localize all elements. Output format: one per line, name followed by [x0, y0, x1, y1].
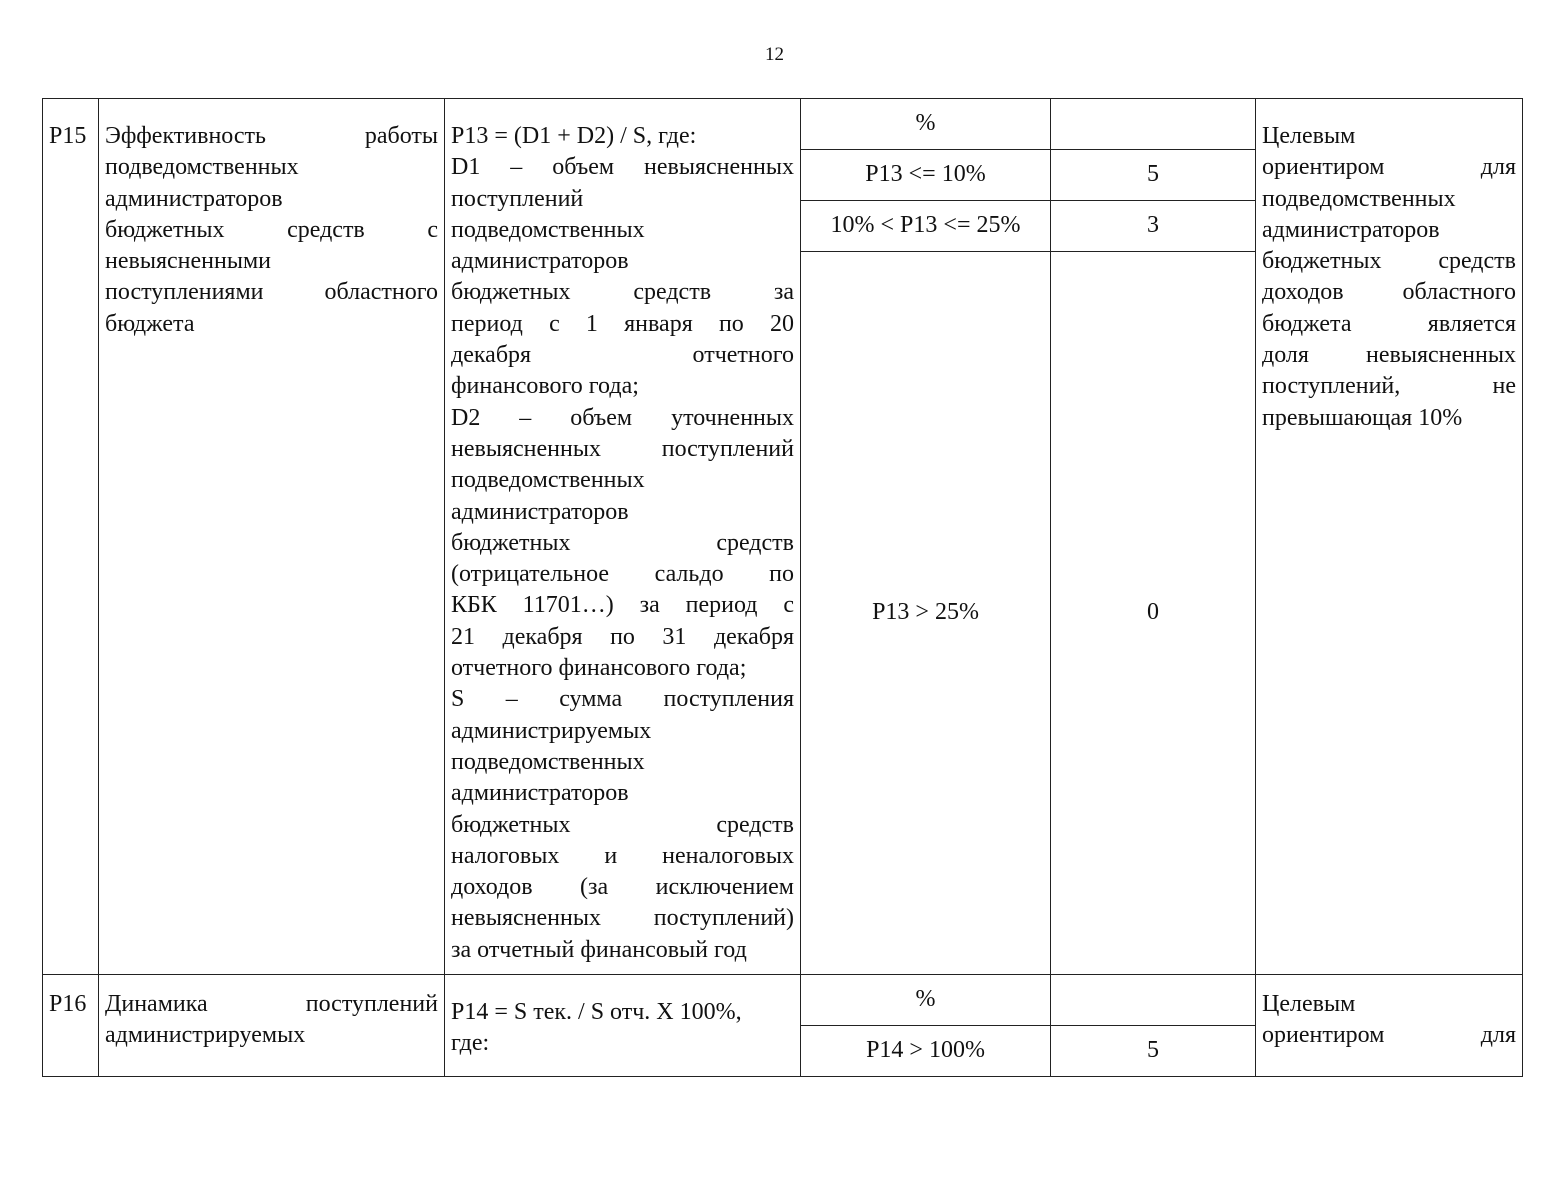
formula-line: поступлений — [451, 185, 584, 212]
formula-line: администрируемых — [451, 717, 652, 744]
formula-line: подведомственных — [451, 467, 645, 494]
formula-line: администраторов — [451, 248, 629, 275]
note-line: Целевым — [1262, 991, 1356, 1017]
note-line: доходов областного — [1262, 279, 1516, 306]
name-line: администрируемых — [105, 1022, 306, 1049]
formula-line: КБК 11701…) за период с — [451, 592, 794, 619]
condition-cell: P13 <= 10% — [801, 150, 1051, 201]
name-line: администраторов — [105, 185, 283, 212]
condition-cell: P13 > 25% — [801, 252, 1051, 975]
formula-line: D1 – объем невыясненных — [451, 154, 794, 181]
score-cell: 5 — [1051, 150, 1256, 201]
formula-line: подведомственных — [451, 216, 645, 243]
condition-cell: 10% < P13 <= 25% — [801, 201, 1051, 252]
formula-line: налоговых и неналоговых — [451, 842, 794, 869]
name-line: Эффективность работы — [105, 123, 438, 149]
unit-cell: % — [801, 99, 1051, 150]
name-line: Динамика поступлений — [105, 991, 438, 1017]
criterion-formula — [445, 975, 801, 1077]
formula-line: невыясненных поступлений) — [451, 905, 794, 932]
note-line: подведомственных — [1262, 185, 1456, 212]
name-line: невыясненными — [105, 248, 271, 275]
criterion-name — [99, 975, 445, 1077]
name-line: подведомственных — [105, 154, 299, 181]
name-line: бюджетных средств с — [105, 216, 438, 243]
criterion-formula — [445, 99, 801, 975]
score-cell: 0 — [1051, 252, 1256, 975]
formula-line: бюджетных средств — [451, 811, 794, 838]
note-line: бюджета является — [1262, 310, 1516, 337]
page-number: 12 — [765, 44, 784, 65]
note-line: Целевым — [1262, 123, 1356, 149]
criterion-note — [1256, 99, 1523, 975]
note-line: администраторов — [1262, 216, 1440, 243]
score-cell: 3 — [1051, 201, 1256, 252]
formula-line: за отчетный финансовый год — [451, 936, 747, 963]
formula-line: администраторов — [451, 498, 629, 525]
formula-line: отчетного финансового года; — [451, 655, 747, 682]
formula-line: D2 – объем уточненных — [451, 404, 794, 431]
formula-line: декабря отчетного — [451, 342, 794, 369]
condition-cell: P14 > 100% — [801, 1026, 1051, 1077]
note-line: поступлений, не — [1262, 373, 1516, 400]
note-line: ориентиром для — [1262, 1022, 1516, 1049]
formula-line: бюджетных средств — [451, 529, 794, 556]
note-line: ориентиром для — [1262, 154, 1516, 181]
score-cell: 5 — [1051, 1026, 1256, 1077]
criterion-code: P16 — [43, 975, 99, 1077]
formula-line: (отрицательное сальдо по — [451, 561, 794, 588]
criterion-name — [99, 99, 445, 975]
unit-score-cell — [1051, 975, 1256, 1026]
name-line: поступлениями областного — [105, 279, 438, 306]
formula-line: администраторов — [451, 780, 629, 807]
formula-line: S – сумма поступления — [451, 686, 794, 713]
criteria-table — [42, 98, 1523, 1077]
formula-line: период с 1 января по 20 — [451, 310, 794, 337]
unit-cell: % — [801, 975, 1051, 1026]
note-line: бюджетных средств — [1262, 248, 1516, 275]
criterion-code: P15 — [43, 99, 99, 975]
criterion-note — [1256, 975, 1523, 1077]
formula-line: где: — [451, 1030, 490, 1057]
unit-score-cell — [1051, 99, 1256, 150]
table-row-p15 — [43, 99, 1523, 150]
formula-line: бюджетных средств за — [451, 279, 794, 306]
formula-line: P14 = S тек. / S отч. X 100%, — [451, 999, 742, 1025]
formula-line: доходов (за исключением — [451, 874, 794, 901]
name-line: бюджета — [105, 310, 195, 337]
formula-line: невыясненных поступлений — [451, 435, 794, 462]
note-line: доля невыясненных — [1262, 342, 1516, 369]
note-line: превышающая 10% — [1262, 404, 1463, 431]
formula-line: подведомственных — [451, 748, 645, 775]
formula-line: 21 декабря по 31 декабря — [451, 623, 794, 650]
formula-line: финансового года; — [451, 373, 639, 400]
table-row-p16 — [43, 975, 1523, 1026]
formula-line: P13 = (D1 + D2) / S, где: — [451, 123, 697, 149]
